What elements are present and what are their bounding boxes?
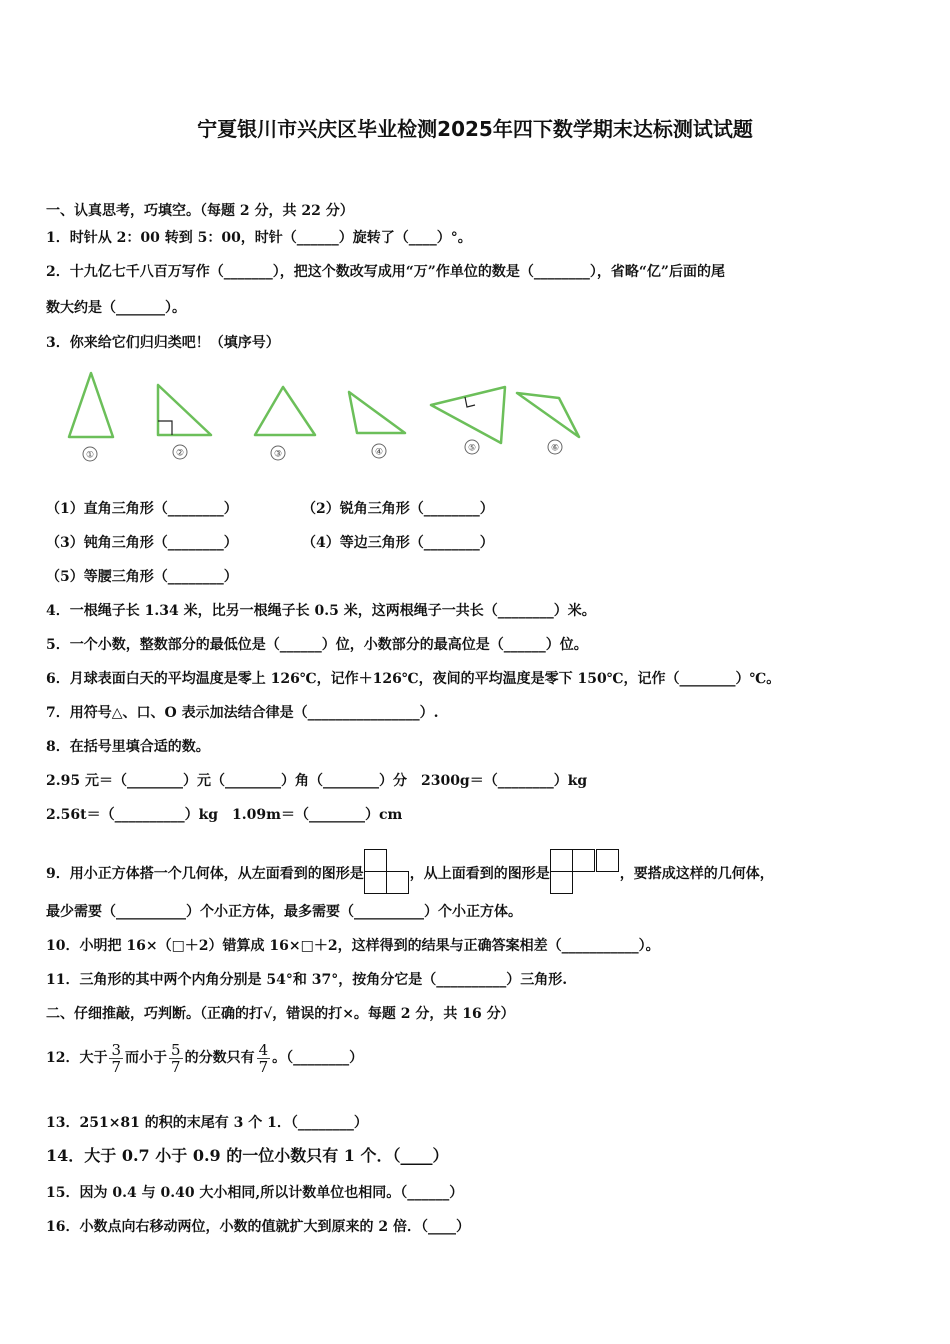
question-9-text-3: ，要搭成这样的几何体， bbox=[619, 866, 774, 882]
fraction-5-7: $\frac{5}{7}$ bbox=[171, 1040, 181, 1076]
section-2-heading: 二、仔细推敲，巧判断。（正确的打√，错误的打×。每题 2 分，共 16 分） bbox=[46, 1006, 515, 1022]
triangle-label-5: ⑤ bbox=[467, 443, 477, 454]
triangle-1 bbox=[69, 373, 113, 437]
triangle-label-6: ⑥ bbox=[550, 443, 560, 454]
left-view-figure bbox=[364, 849, 410, 895]
question-12: 12．大于 $\frac{3}{7}$ 而小于 $\frac{5}{7}$ 的分数只有 $\frac{4}{7}$ 。（________） bbox=[46, 1040, 364, 1076]
question-8: 8．在括号里填合适的数。 bbox=[46, 739, 210, 755]
top-view-figure bbox=[550, 849, 620, 895]
question-3-part-2: （2）锐角三角形（________） bbox=[302, 501, 494, 517]
question-9-text-2: ，从上面看到的图形是 bbox=[409, 866, 550, 882]
question-1: 1．时针从 2：00 转到 5：00，时针（______）旋转了（____）°。 bbox=[46, 230, 472, 246]
question-8-line-a: 2.95 元＝（________）元（________）角（________）分 2300g＝（________）kg bbox=[46, 773, 588, 789]
triangle-label-1: ① bbox=[85, 450, 95, 461]
triangle-3 bbox=[255, 387, 315, 435]
question-5: 5．一个小数，整数部分的最低位是（______）位，小数部分的最高位是（______）位。 bbox=[46, 637, 588, 653]
section-1-heading: 一、认真思考，巧填空。（每题 2 分，共 22 分） bbox=[46, 203, 354, 219]
question-9-text-1: 9．用小正方体搭一个几何体，从左面看到的图形是 bbox=[46, 866, 364, 882]
question-2-line-1: 2．十九亿七千八百万写作（_______），把这个数改写成用“万”作单位的数是（________），省略“亿”后面的尾 bbox=[46, 264, 725, 280]
question-4: 4．一根绳子长 1.34 米，比另一根绳子长 0.5 米，这两根绳子一共长（________）米。 bbox=[46, 603, 596, 619]
question-2-line-2: 数大约是（_______）。 bbox=[46, 300, 186, 316]
question-3: 3．你来给它们归归类吧！（填序号） bbox=[46, 335, 280, 351]
question-14: 14．大于 0.7 小于 0.9 的一位小数只有 1 个．（____） bbox=[46, 1146, 449, 1165]
triangle-4 bbox=[349, 392, 405, 433]
right-angle-mark-5 bbox=[465, 397, 475, 407]
question-15: 15．因为 0.4 与 0.40 大小相同,所以计数单位也相同。（______） bbox=[46, 1185, 464, 1201]
question-3-part-3: （3）钝角三角形（________） bbox=[46, 535, 238, 551]
question-3-part-1: （1）直角三角形（________） bbox=[46, 501, 238, 517]
fraction-4-7: $\frac{4}{7}$ bbox=[258, 1040, 269, 1076]
question-16: 16．小数点向右移动两位，小数的值就扩大到原来的 2 倍．（____） bbox=[46, 1219, 470, 1235]
question-3-part-5: （5）等腰三角形（________） bbox=[46, 569, 238, 585]
fraction-3-7: $\frac{3}{7}$ bbox=[111, 1040, 122, 1076]
triangle-label-3: ③ bbox=[273, 449, 283, 460]
triangles-figure bbox=[55, 365, 595, 470]
right-angle-mark-2 bbox=[158, 421, 172, 435]
question-6: 6．月球表面白天的平均温度是零上 126℃，记作＋126℃，夜间的平均温度是零下 150℃，记作（________）℃。 bbox=[46, 671, 781, 687]
question-13: 13．251×81 的积的末尾有 3 个 1．（________） bbox=[46, 1115, 368, 1131]
triangle-label-2: ② bbox=[175, 448, 185, 459]
triangle-6 bbox=[517, 393, 579, 437]
question-8-line-b: 2.56t＝（__________）kg 1.09m＝（________）cm bbox=[46, 807, 403, 823]
question-10: 10．小明把 16×（□＋2）错算成 16×□＋2，这样得到的结果与正确答案相差（___________）。 bbox=[46, 938, 660, 954]
question-3-part-4: （4）等边三角形（________） bbox=[302, 535, 494, 551]
question-9-line-1 bbox=[46, 851, 774, 897]
triangle-label-4: ④ bbox=[374, 447, 384, 458]
triangle-5 bbox=[431, 387, 505, 443]
triangle-2 bbox=[158, 385, 211, 435]
question-11: 11．三角形的其中两个内角分别是 54°和 37°，按角分它是（__________）三角形. bbox=[46, 972, 568, 988]
question-7: 7．用符号△、口、O 表示加法结合律是（________________）. bbox=[46, 705, 439, 721]
question-9-line-2: 最少需要（__________）个小正方体，最多需要（__________）个小正方体。 bbox=[46, 904, 522, 920]
page-title: 宁夏银川市兴庆区毕业检测2025年四下数学期末达标测试试题 bbox=[197, 117, 753, 141]
